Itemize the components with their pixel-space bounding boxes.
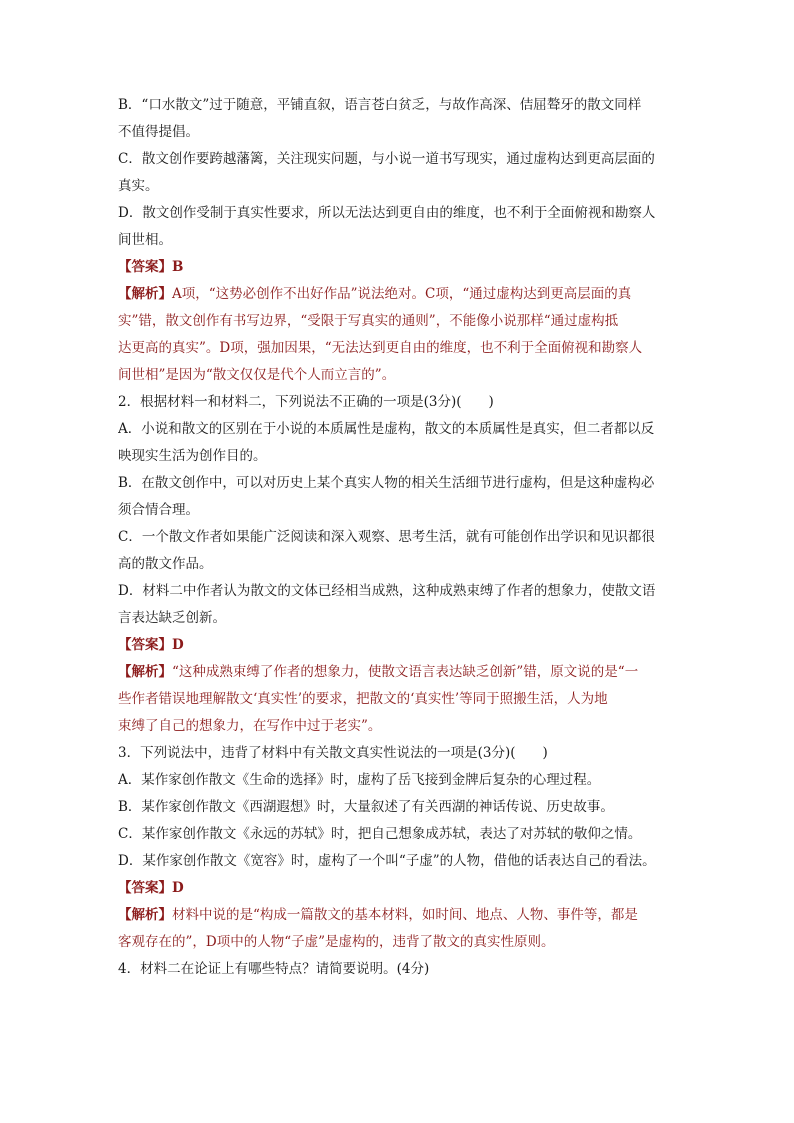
- analysis-continuation: 束缚了自己的想象力，在写作中过于老实”。: [118, 718, 382, 734]
- answer-text: B: [172, 259, 184, 275]
- text-line: 映现实生活为创作目的。: [118, 448, 267, 464]
- text-line: B．在散文创作中，可以对历史上某个真实人物的相关生活细节进行虚构，但是这种虚构必: [118, 475, 655, 491]
- analysis-tag: 【解析】: [118, 664, 172, 680]
- analysis-line: [118, 281, 684, 308]
- text-line: 3．下列说法中，违背了材料中有关散文真实性说法的一项是(3分)( ): [118, 745, 548, 761]
- text-line: B．“口水散文”过于随意，平铺直叙，语言苍白贫乏，与故作高深、佶屈聱牙的散文同样: [118, 97, 642, 113]
- text-line: 4．材料二在论证上有哪些特点？请简要说明。(4分): [118, 961, 430, 977]
- text-line: 2．根据材料一和材料二，下列说法不正确的一项是(3分)( ): [118, 394, 494, 410]
- analysis-continuation: 实”错，散文创作有书写边界，“受限于写真实的通则”，不能像小说那样“通过虚构抵: [118, 313, 619, 329]
- text-line: D．某作家创作散文《宽容》时，虚构了一个叫“子虚”的人物，借他的话表达自己的看法。: [118, 853, 656, 869]
- analysis-continuation: 达更高的真实”。D项，强加因果，“无法达到更自由的维度，也不利于全面俯视和勘察人: [118, 340, 643, 356]
- answer-tag: 【答案】: [118, 259, 172, 275]
- text-line: 间世相。: [118, 232, 172, 248]
- text-line: 真实。: [118, 178, 159, 194]
- answer-tag: 【答案】: [118, 637, 172, 653]
- text-line: 须合情合理。: [118, 502, 199, 518]
- text-line: D．材料二中作者认为散文的文体已经相当成熟，这种成熟束缚了作者的想象力，使散文语: [118, 583, 656, 599]
- analysis-continuation: 间世相”是因为“散文仅仅是代个人而立言的”。: [118, 367, 396, 383]
- analysis-text: A项，“这势必创作不出好作品”说法绝对。C项，“通过虚构达到更高层面的真: [172, 286, 632, 302]
- answer-tag: 【答案】: [118, 880, 172, 896]
- answer-line: [118, 632, 684, 659]
- text-line: C．散文创作要跨越藩篱，关注现实问题，与小说一道书写现实，通过虚构达到更高层面的: [118, 151, 655, 167]
- answer-line: [118, 254, 684, 281]
- analysis-line: [118, 659, 684, 686]
- analysis-continuation: 客观存在的”，D项中的人物“子虚”是虚构的，违背了散文的真实性原则。: [118, 934, 555, 950]
- text-line: 不值得提倡。: [118, 124, 199, 140]
- analysis-text: 材料中说的是“构成一篇散文的基本材料，如时间、地点、人物、事件等，都是: [172, 907, 638, 923]
- analysis-text: “这种成熟束缚了作者的想象力，使散文语言表达缺乏创新”错，原文说的是“一: [172, 664, 639, 680]
- text-line: D．散文创作受制于真实性要求，所以无法达到更自由的维度，也不利于全面俯视和勘察人: [118, 205, 656, 221]
- text-line: B．某作家创作散文《西湖遐想》时，大量叙述了有关西湖的神话传说、历史故事。: [118, 799, 614, 815]
- text-line: C．一个散文作者如果能广泛阅读和深入观察、思考生活，就有可能创作出学识和见识都很: [118, 529, 655, 545]
- text-line: 言表达缺乏创新。: [118, 610, 226, 626]
- document-page: [118, 92, 684, 983]
- analysis-line: [118, 902, 684, 929]
- text-line: C．某作家创作散文《永远的苏轼》时，把自己想象成苏轼，表达了对苏轼的敬仰之情。: [118, 826, 642, 842]
- analysis-tag: 【解析】: [118, 907, 172, 923]
- answer-text: D: [172, 637, 184, 653]
- answer-text: D: [172, 880, 184, 896]
- analysis-continuation: 些作者错误地理解散文‘真实性’的要求，把散文的‘真实性’等同于照搬生活，人为地: [118, 691, 608, 707]
- answer-line: [118, 875, 684, 902]
- analysis-tag: 【解析】: [118, 286, 172, 302]
- text-line: 高的散文作品。: [118, 556, 213, 572]
- text-line: A．小说和散文的区别在于小说的本质属性是虚构，散文的本质属性是真实，但二者都以反: [118, 421, 655, 437]
- text-line: A．某作家创作散文《生命的选择》时，虚构了岳飞接到金牌后复杂的心理过程。: [118, 772, 601, 788]
